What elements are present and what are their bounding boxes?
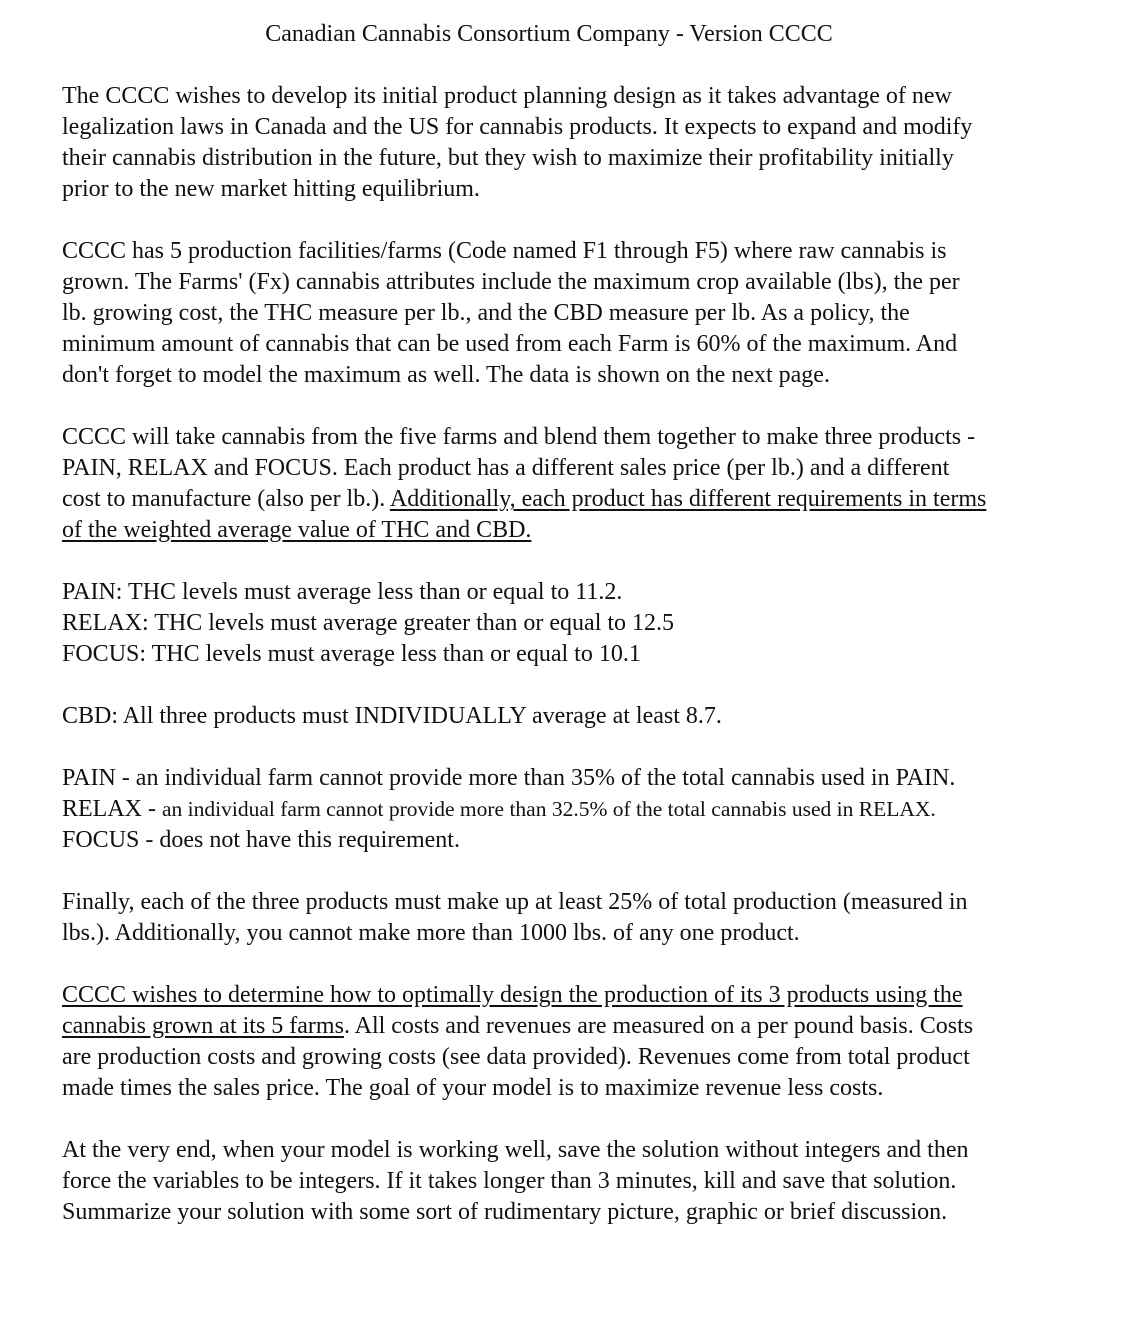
paragraph-goal	[62, 980, 1052, 1104]
text-line: legalization laws in Canada and the US for cannabis products. It expects to expand and modify	[62, 114, 973, 140]
text-line: made times the sales price. The goal of your model is to maximize revenue less costs.	[62, 1075, 884, 1101]
text-segment: RELAX -	[62, 796, 162, 822]
underlined-text: cannabis grown at its 5 farms	[62, 1013, 344, 1039]
paragraph-thc-requirements	[62, 577, 1052, 670]
document-title: Canadian Cannabis Consortium Company - Version CCCC	[265, 21, 833, 47]
text-line: grown. The Farms' (Fx) cannabis attributes include the maximum crop available (lbs), the per	[62, 269, 960, 295]
paragraph-intro	[62, 81, 1052, 205]
text-line: Finally, each of the three products must make up at least 25% of total production (measured in	[62, 889, 968, 915]
paragraph-blend	[62, 422, 1052, 546]
cbd-requirement: CBD: All three products must INDIVIDUALLY average at least 8.7.	[62, 703, 722, 729]
paragraph-production	[62, 887, 1052, 949]
text-line: The CCCC wishes to develop its initial product planning design as it takes advantage of new	[62, 83, 952, 109]
text-line: PAIN, RELAX and FOCUS. Each product has a different sales price (per lb.) and a different	[62, 455, 950, 481]
farm-share-relax	[62, 794, 1052, 825]
text-line: force the variables to be integers. If it takes longer than 3 minutes, kill and save that solution.	[62, 1168, 957, 1194]
text-line: don't forget to model the maximum as well. The data is shown on the next page.	[62, 362, 830, 388]
text-segment: an individual farm cannot provide more than 32.5% of the total cannabis used in RELAX.	[161, 797, 936, 821]
underlined-text: of the weighted average value of THC and CBD.	[62, 517, 532, 543]
document-body	[62, 81, 1052, 1259]
text-line: their cannabis distribution in the future, but they wish to maximize their profitability initially	[62, 145, 954, 171]
text-line: Summarize your solution with some sort of rudimentary picture, graphic or brief discussion.	[62, 1199, 948, 1225]
text-line: lb. growing cost, the THC measure per lb., and the CBD measure per lb. As a policy, the	[62, 300, 910, 326]
paragraph-closing	[62, 1135, 1052, 1228]
text-segment: cost to manufacture (also per lb.).	[62, 486, 390, 512]
text-line: CCCC has 5 production facilities/farms (Code named F1 through F5) where raw cannabis is	[62, 238, 947, 264]
farm-share-pain: PAIN - an individual farm cannot provide more than 35% of the total cannabis used in PAIN.	[62, 765, 956, 791]
paragraph-farms	[62, 236, 1052, 391]
thc-requirement-focus: FOCUS: THC levels must average less than or equal to 10.1	[62, 641, 641, 667]
text-line: lbs.). Additionally, you cannot make more than 1000 lbs. of any one product.	[62, 920, 800, 946]
text-line: At the very end, when your model is working well, save the solution without integers and then	[62, 1137, 969, 1163]
farm-share-focus: FOCUS - does not have this requirement.	[62, 827, 460, 853]
text-line: minimum amount of cannabis that can be used from each Farm is 60% of the maximum. And	[62, 331, 958, 357]
paragraph-cbd-requirement	[62, 701, 1052, 732]
text-line	[62, 484, 1052, 515]
text-segment: . All costs and revenues are measured on a per pound basis. Costs	[343, 1013, 974, 1039]
thc-requirement-relax: RELAX: THC levels must average greater than or equal to 12.5	[62, 610, 675, 636]
text-line	[62, 515, 1052, 546]
text-line	[62, 1011, 1052, 1042]
text-line: CCCC will take cannabis from the five farms and blend them together to make three products -	[62, 424, 976, 450]
text-line	[62, 980, 1052, 1011]
text-line: prior to the new market hitting equilibrium.	[62, 176, 480, 202]
paragraph-farm-share	[62, 763, 1052, 856]
thc-requirement-pain: PAIN: THC levels must average less than or equal to 11.2.	[62, 579, 623, 605]
underlined-text: CCCC wishes to determine how to optimally design the production of its 3 products using the	[62, 982, 963, 1008]
underlined-text: Additionally, each product has different requirements in terms	[389, 486, 987, 512]
text-line: are production costs and growing costs (see data provided). Revenues come from total product	[62, 1044, 970, 1070]
